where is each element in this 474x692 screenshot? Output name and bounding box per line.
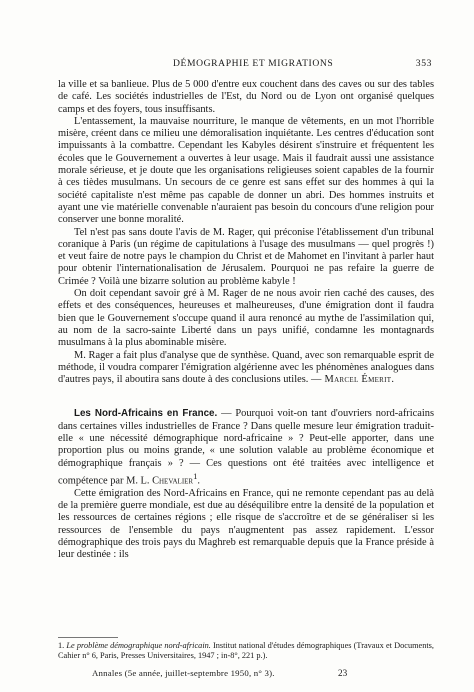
running-title: DÉMOGRAPHIE ET MIGRATIONS [173, 58, 334, 69]
section-gap [58, 386, 434, 408]
paragraph-1: la ville et sa banlieue. Plus de 5 000 d'entre eux couchent dans des caves ou sur des tables de café. Les sociétés industrielles de l'Est, du Nord ou de Lyon ont organisé quelques camps et des foyers, tous insuffisants. [58, 79, 434, 115]
running-header [58, 58, 432, 72]
page-body [58, 79, 434, 561]
footnote-reference: 1 [193, 470, 198, 481]
footnote-title: Le problème démographique nord-africain. [66, 641, 211, 650]
paragraph-5 [58, 350, 434, 387]
section-intro-end: . [197, 475, 201, 487]
footnote-number: 1. [58, 641, 65, 650]
section-intro: — Pourquoi voit-on tant d'ouvriers nord-africains dans certaines villes industrielles de France ? Dans quelle mesure leur émigration traduit-elle « une nécessité démographique nord-africaine » ? Peut-elle apporter, dans une proportion plus ou moins grande, « une solution valable au problème économique et démographique français » ? — Ces questions ont été traitées avec intelligence et compétence par [58, 408, 434, 487]
review-signature: — Marcel Émerit. [310, 374, 395, 386]
paragraph-2: L'entassement, la mauvaise nourriture, le manque de vêtements, en un mot l'horrible misère, créent dans ce milieu une démoralisation inquiétante. Les centres d'éducation sont impuissants à la combattre. Cependant les Kabyles désirent s'instruire et fréquentent les écoles que le Gouvernement a ouvertes à leur usage. Mais il faudrait aussi une assistance morale sérieuse, et je doute que les organisations religieuses soient capables de la fournir à ces tièdes musulmans. Un secours de ce genre est sans effet sur des hommes à qui la société capitaliste n'est même pas capable de donner un abri. Des hommes instruits et ayant une vie matérielle convenable n'auraient pas besoin du concours d'une religion pour conserver une bonne moralité. [58, 115, 434, 226]
section-paragraph-2: Cette émigration des Nord-Africains en France, qui ne remonte cependant pas au delà de la première guerre mondiale, est due au déséquilibre entre la densité de la population et les ressources de certaines régions ; elle risque de s'accroître et de se généraliser si les ressources de l'ensemble du pays n'augmentent pas assez rapidement. L'essor démographique des trois pays du Maghreb est remarquable depuis que la France préside à leur destinée : ils [58, 487, 434, 561]
section-title: Les Nord-Africains en France. [74, 408, 218, 420]
footnote-text: Institut national d'études démographiques (Travaux et Documents, Cahier n° 6, Paris, Presses Universitaires, 1947 ; in-8°, 221 p.). [58, 641, 434, 660]
reviewed-author: M. L. Chevalier [126, 475, 194, 487]
journal-footer: Annales (5e année, juillet-septembre 1950, n° 3). [92, 668, 275, 678]
paragraph-4: On doit cependant savoir gré à M. Rager de ne nous avoir rien caché des causes, des effets et des conséquences, heureuses et malheureuses, d'une émigration dont il faudra bien que le Gouvernement s'occupe quand il aura renoncé au mythe de l'assimilation qui, au nom de la sacro-sainte Liberté dans un pays unifié, condamne les montagnards musulmans à la plus abominable misère. [58, 288, 434, 349]
footnote [58, 641, 434, 661]
page-number: 353 [415, 58, 432, 69]
signature-mark: 23 [338, 668, 348, 678]
paragraph-5-text: M. Rager a fait plus d'analyse que de synthèse. Quand, avec son remarquable esprit de méthode, il voudra comparer l'émigration algérienne avec les phénomènes analogues dans d'autres pays, il aboutira sans doute à des conclusions utiles. [58, 349, 434, 386]
footnote-rule [58, 637, 118, 638]
paragraph-3: Tel n'est pas sans doute l'avis de M. Rager, qui préconise l'établissement d'un tribunal coranique à Paris (un régime de capitulations à l'usage des musulmans — quel progrès !) et veut faire de notre pays le champion du Christ et de Mahomet en l'invitant à parler haut pour obtenir l'internationalisation de Jérusalem. Pourquoi ne pas refaire la guerre de Crimée ? Voilà une bizarre solution au problème kabyle ! [58, 226, 434, 287]
section-intro-paragraph [58, 408, 434, 487]
